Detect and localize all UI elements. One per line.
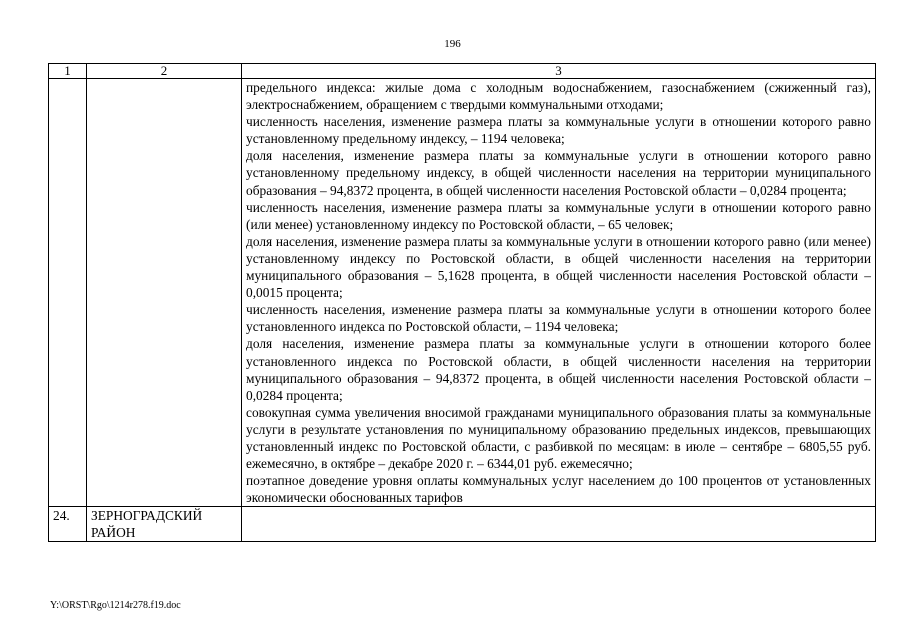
paragraph-7: доля населения, изменение размера платы за коммунальные услуги в отношении которого более установленного индекса по Ростовской области, в общей численности населения на территории муниципального образования – 94,8372 процента, в общей численности населения Ростовской области – 0,0284 процента;	[246, 336, 871, 403]
column-header-1: 1	[49, 64, 87, 79]
table-row-24	[49, 507, 876, 542]
column-header-3: 3	[242, 64, 876, 79]
paragraph-4: численность населения, изменение размера платы за коммунальные услуги в отношении которого равно (или менее) установленному индексу по Ростовской области, – 65 человек;	[246, 199, 871, 232]
paragraph-3: доля населения, изменение размера платы за коммунальные услуги в отношении которого равно установленному предельному индексу, в общей численности населения на территории муниципального образования – 94,8372 процента, в общей численности населения Ростовской области – 0,0284 процента;	[246, 148, 871, 198]
row-number: 24.	[49, 507, 87, 542]
page-number: 196	[444, 38, 461, 50]
paragraph-1: предельного индекса: жилые дома с холодным водоснабжением, газоснабжением (сжиженный газ), электроснабжением, обращением с твердыми коммунальными отходами;	[246, 80, 871, 113]
paragraph-9: поэтапное доведение уровня оплаты коммунальных услуг населением до 100 процентов от установленных экономически обоснованных тарифов	[246, 473, 871, 506]
cell-number-empty	[49, 79, 87, 507]
paragraph-5: доля населения, изменение размера платы за коммунальные услуги в отношении которого равно (или менее) установленному индексу по Ростовской области, в общей численности населения на территории муниципального образования – 5,1628 процента, в общей численности населения Ростовской области – 0,0015 процента;	[246, 233, 871, 301]
document-table	[48, 63, 876, 542]
table-row-continued	[49, 79, 876, 507]
footer-file-path: Y:\ORST\Rgo\1214r278.f19.doc	[50, 600, 181, 611]
row-content	[242, 507, 876, 542]
cell-district-empty	[87, 79, 242, 507]
cell-content	[242, 79, 876, 507]
paragraph-6: численность населения, изменение размера платы за коммунальные услуги в отношении которого более установленного индекса по Ростовской области, – 1194 человека;	[246, 302, 871, 335]
column-header-2: 2	[87, 64, 242, 79]
paragraph-8: совокупная сумма увеличения вносимой гражданами муниципального образования платы за коммунальные услуги в результате установления по муниципальному образованию предельных индексов, превышающих установленный индекс по Ростовской области, с разбивкой по месяцам: в июле – сентябре – 6805,55 руб. ежемесячно, в октябре – декабре 2020 г. – 6344,01 руб. ежемесячно;	[246, 404, 871, 472]
paragraph-2: численность населения, изменение размера платы за коммунальные услуги в отношении которого равно установленному предельному индексу, – 1194 человека;	[246, 114, 871, 147]
district-name: ЗЕРНОГРАДСКИЙ РАЙОН	[87, 507, 242, 542]
table-header-row	[49, 64, 876, 79]
